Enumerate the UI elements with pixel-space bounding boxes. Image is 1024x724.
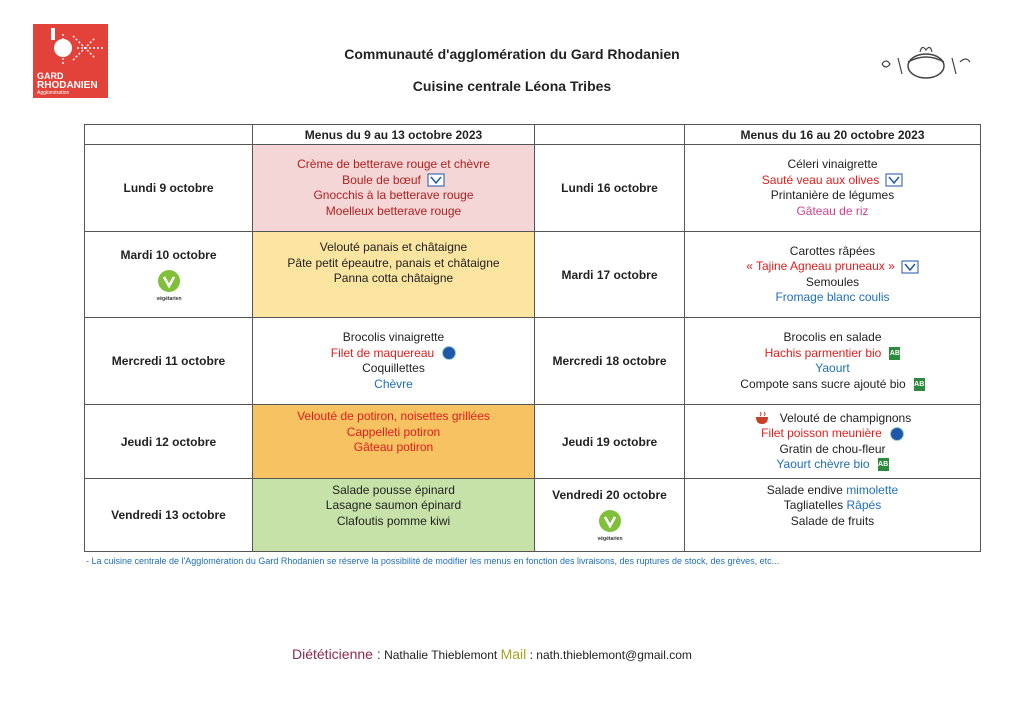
menu-item: Brocolis vinaigrette <box>342 330 445 344</box>
menu-item: Crème de betterave rouge et chèvre <box>297 157 490 171</box>
day-cell: Jeudi 19 octobre <box>535 405 685 479</box>
label-rouge-icon <box>427 173 445 187</box>
header-empty-cell <box>85 125 253 145</box>
day-cell: Lundi 9 octobre <box>85 145 253 232</box>
organic-ab-icon: AB <box>878 458 889 471</box>
menu-item: Yaourt <box>815 361 850 375</box>
menu-item: Gratin de chou-fleur <box>779 441 886 456</box>
menu-item: Salade endive <box>766 482 843 497</box>
header-empty-cell <box>535 125 685 145</box>
day-label: Vendredi 20 octobre <box>552 488 667 502</box>
menu-item: Sauté veau aux olives <box>761 172 880 187</box>
week1-header: Menus du 9 au 13 octobre 2023 <box>253 125 535 145</box>
label-rouge-icon <box>885 173 903 187</box>
page-subtitle: Cuisine centrale Léona Tribes <box>412 78 612 94</box>
day-cell: Jeudi 12 octobre <box>85 405 253 479</box>
organic-ab-icon: AB <box>914 378 925 391</box>
vegetarian-label: végétarien <box>155 295 182 302</box>
menu-item: Pâte petit épeautre, panais et châtaigne <box>287 255 500 270</box>
menu-cell <box>253 405 535 479</box>
menu-item: Salade de fruits <box>790 513 875 528</box>
menu-item: Tagliatelles <box>783 498 844 513</box>
logo-line-1: GARD <box>37 71 64 81</box>
menu-item: Compote sans sucre ajouté bio <box>740 376 906 391</box>
day-label: Mardi 10 octobre <box>120 247 217 262</box>
footer-contact <box>292 646 692 662</box>
menu-item: Gnocchis à la betterave rouge <box>313 188 474 202</box>
menu-item: Clafoutis pomme kiwi <box>336 513 451 528</box>
logo-line-2: RHODANIEN <box>37 80 98 91</box>
menu-item: Brocolis en salade <box>783 330 882 344</box>
menu-cell <box>685 232 981 318</box>
mail-label: Mail <box>500 646 527 662</box>
day-cell: Lundi 16 octobre <box>535 145 685 232</box>
label-rouge-icon <box>901 260 919 274</box>
dietitian-name: Nathalie Thieblemont <box>384 648 498 662</box>
day-cell: Mardi 17 octobre <box>535 232 685 318</box>
logo-line-3: Agglomération <box>37 90 70 96</box>
menu-item: Panna cotta châtaigne <box>333 271 454 286</box>
menu-item: Râpés <box>846 498 882 513</box>
dietitian-label: Diététicienne : <box>292 646 381 662</box>
menu-item: Boule de bœuf <box>342 172 421 187</box>
day-cell <box>535 479 685 552</box>
menu-item: Yaourt chèvre bio <box>776 457 870 471</box>
menu-item: Moelleux betterave rouge <box>325 203 462 218</box>
menu-item: Velouté de champignons <box>779 410 912 425</box>
menu-item: Salade pousse épinard <box>332 482 455 497</box>
organic-ab-icon: AB <box>889 347 900 360</box>
menu-item: Velouté de potiron, noisettes grillées <box>297 409 490 424</box>
vegetarian-label: végétarien <box>596 536 623 542</box>
menu-cell <box>685 405 981 479</box>
menu-cell <box>253 145 535 232</box>
menu-item: Velouté panais et châtaigne <box>319 240 468 255</box>
menu-item: Carottes râpées <box>789 243 876 258</box>
week2-header: Menus du 16 au 20 octobre 2023 <box>685 125 981 145</box>
vegetarian-icon <box>155 268 183 302</box>
menu-item: Filet de maquereau <box>330 345 435 360</box>
menu-item: Coquillettes <box>362 361 425 375</box>
page-title: Communauté d'agglomération du Gard Rhodanien <box>344 46 680 62</box>
disclaimer-note: - La cuisine centrale de l'Agglomération du Gard Rhodanien se réserve la possibilité de modifier les menus en fonction des livraisons, des ruptures de stock, des grèves, etc... <box>86 556 780 566</box>
menu-table <box>84 124 981 552</box>
menu-item: Hachis parmentier bio <box>764 345 882 360</box>
menu-item: Filet poisson meunière <box>761 426 882 440</box>
menu-item: Semoules <box>805 274 860 289</box>
vegetarian-icon <box>596 508 624 542</box>
day-cell: Mercredi 11 octobre <box>85 318 253 405</box>
menu-item: mimolette <box>846 482 899 497</box>
menu-cell <box>685 479 981 552</box>
menu-item: Gâteau potiron <box>353 440 434 455</box>
menu-item: Chèvre <box>374 376 413 391</box>
day-cell <box>85 232 253 318</box>
menu-cell <box>253 318 535 405</box>
menu-item: « Tajine Agneau pruneaux » <box>746 259 895 273</box>
menu-cell <box>253 479 535 552</box>
menu-item: Lasagne saumon épinard <box>325 498 462 513</box>
msc-fish-icon <box>442 346 456 360</box>
homemade-soup-icon <box>754 411 770 425</box>
mail-separator: : <box>529 648 533 662</box>
cooking-pot-icon <box>876 40 978 85</box>
menu-item: Printanière de légumes <box>770 188 895 202</box>
day-cell: Vendredi 13 octobre <box>85 479 253 552</box>
day-cell: Mercredi 18 octobre <box>535 318 685 405</box>
menu-item: Gâteau de riz <box>796 203 869 218</box>
email-address: nath.thieblemont@gmail.com <box>536 648 692 662</box>
menu-cell <box>253 232 535 318</box>
menu-cell <box>685 318 981 405</box>
menu-cell <box>685 145 981 232</box>
menu-item: Fromage blanc coulis <box>775 290 890 304</box>
msc-fish-icon <box>890 427 904 441</box>
menu-item: Cappelleti potiron <box>346 424 441 439</box>
menu-item: Céleri vinaigrette <box>787 157 878 171</box>
